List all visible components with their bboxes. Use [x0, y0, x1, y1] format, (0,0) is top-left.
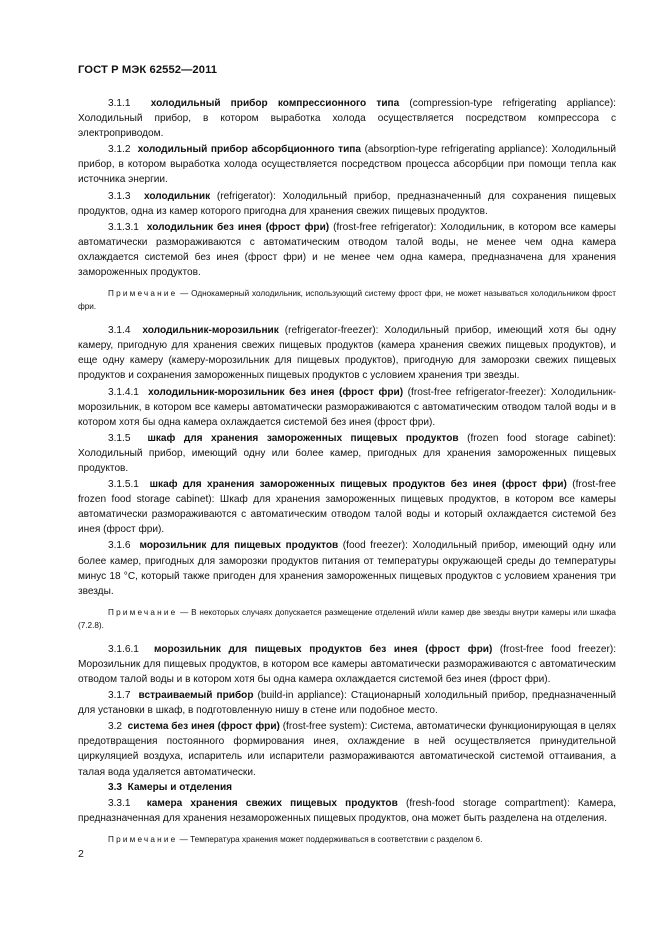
clause-term: холодильник без инея (фрост фри): [146, 221, 330, 233]
clause-term: камера хранения свежих пищевых продуктов: [146, 797, 398, 809]
clause-text: (refrigerator-freezer): Холодильный прибор, имеющий хотя бы одну камеру, пригодную для хранения свежих пищевых продуктов (камера хранения свежих пищевых продуктов), и еще одну камеру (камеру-морозильник для пищевых продуктов), пригодную для заморозки свежих пищевых продуктов и сохранения замороженных пищевых продуктов с условием хранения три звезды.: [78, 325, 617, 382]
clause-text: (frost-free refrigerator): Холодильник, в котором все камеры автоматически размораживаются с автоматическим отводом талой воды, не менее чем одна камера охлаждается системой без инея (фрост фри) и не менее чем одна камера, предназначена для хранения замороженных продуктов.: [78, 221, 616, 279]
clause-text: (absorption-type refrigerating appliance): Холодильный прибор, в котором выработка холода осуществляется посредством процесса абсорбции при помощи тепла как источника энергии.: [78, 144, 616, 186]
page-number: 2: [78, 848, 84, 860]
clause-text: (frost-free system): Система, автоматически функционирующая в целях предотвращения постоянного формирования инея, охлаждение в ней осуществляется принудительной циркуляцией воздуха, испаритель или испарители размораживаются автоматической системой оттаивания, а талая вода удаляется автоматически.: [78, 721, 616, 778]
clause-term: холодильный прибор компрессионного типа: [150, 98, 400, 109]
clause-3-1-5: [78, 431, 616, 476]
clause-text: (refrigerator): Холодильный прибор, предназначенный для сохранения пищевых продуктов, одна из камер которого пригодна для хранения свежих пищевых продуктов.: [78, 190, 617, 217]
clause-number: 3.1.3: [108, 190, 131, 202]
clause-number: 3.1.3.1: [108, 221, 139, 233]
note-text: — Температура хранения может поддерживаться в соответствии с разделом 6.: [177, 834, 483, 844]
clause-term: шкаф для хранения замороженных пищевых продуктов: [147, 432, 459, 444]
clause-3-1-6-1: [78, 642, 616, 687]
clause-term: встраиваемый прибор: [138, 690, 254, 702]
clause-number: 3.1.1: [108, 98, 131, 109]
clause-3-1-5-1: [78, 477, 616, 537]
clause-term: морозильник для пищевых продуктов без инея (фрост фри): [154, 643, 493, 655]
note-1: [78, 287, 616, 313]
note-2: [78, 606, 616, 632]
clause-number: 3.1.5: [108, 432, 131, 444]
clause-text: (frost-free frozen food storage cabinet): Шкаф для хранения замороженных пищевых продуктов, в котором все камеры автоматически размораживаются с автоматическим отводом талой воды и который охлаждается системой без инея (фрост фри).: [78, 479, 616, 536]
note-label: Примечание: [108, 607, 178, 617]
clause-text: (frost-free food freezer): Морозильник для пищевых продуктов, в котором все камеры автоматически размораживаются с автоматическим отводом талой воды и в котором хотя бы одна камера охлаждается системой без инея (фрост фри).: [78, 643, 617, 685]
clause-3-1-3: [78, 189, 616, 219]
clause-text: (frozen food storage cabinet): Холодильный прибор, имеющий одну или более камер, пригодных для хранения замороженных пищевых продуктов.: [78, 432, 616, 474]
clause-term: холодильник-морозильник: [142, 325, 279, 337]
clause-term: шкаф для хранения замороженных пищевых продуктов без инея (фрост фри): [149, 479, 567, 491]
clause-text: (food freezer): Холодильный прибор, имеющий одну или более камер, пригодных для заморозки продуктов питания от температуры окружающей среды до температуры минус 18 °С, который также пригоден для хранения замороженных пищевых продуктов с условием хранения три звезды.: [78, 540, 617, 597]
clause-3-1-4: [78, 323, 616, 383]
document-body: [78, 96, 616, 856]
note-text: — В некоторых случаях допускается размещение отделений и/или камер две звезды внутри камеры или шкафа (7.2.8).: [78, 607, 616, 630]
clause-3-1-2: [78, 142, 616, 187]
clause-number: 3.1.7: [108, 690, 131, 702]
note-text: — Однокамерный холодильник, использующий систему фрост фри, не может называться холодильником фрост фри.: [78, 289, 616, 312]
clause-number: 3.1.4: [108, 325, 131, 337]
clause-term: морозильник для пищевых продуктов: [139, 540, 339, 552]
clause-text: (compression-type refrigerating appliance): Холодильный прибор, в котором выработка холода осуществляется посредством компрессора с электроприводом.: [78, 98, 616, 140]
clause-term: система без инея (фрост фри): [127, 721, 280, 733]
clause-term: холодильник: [143, 190, 211, 202]
clause-3-1-6: [78, 538, 616, 598]
note-label: Примечание: [108, 289, 178, 299]
clause-3-1-1: [78, 96, 616, 141]
clause-text: (fresh-food storage compartment): Камера, предназначенная для хранения незамороженных пищевых продуктов, она может быть разделена на отделения.: [78, 797, 616, 824]
clause-number: 3.2: [108, 721, 123, 733]
section-heading-3-3: [78, 780, 616, 795]
clause-number: 3.1.4.1: [108, 386, 139, 398]
clause-text: (frost-free refrigerator-freezer): Холодильник-морозильник, в котором все камеры автоматически размораживаются с автоматическим отводом талой воды и в котором хотя бы одна камера охлаждается системой без инея (фрост фри).: [78, 386, 616, 428]
clause-term: холодильник-морозильник без инея (фрост фри): [148, 386, 404, 398]
document-header: ГОСТ Р МЭК 62552—2011: [78, 64, 218, 76]
note-3: [78, 833, 616, 846]
clause-3-3-1: [78, 796, 616, 826]
clause-number: 3.1.6: [108, 540, 131, 552]
clause-number: 3.1.6.1: [108, 643, 139, 655]
note-label: Примечание: [108, 834, 178, 844]
clause-number: 3.3.1: [108, 797, 131, 809]
section-number: 3.3: [108, 781, 123, 793]
clause-number: 3.1.2: [108, 144, 131, 156]
clause-text: (build-in appliance): Стационарный холодильный прибор, предназначенный для установки в шкаф, в подготовленную нишу в стене или подобное место.: [78, 690, 616, 717]
clause-3-2: [78, 719, 616, 779]
clause-3-1-4-1: [78, 385, 616, 430]
clause-term: холодильный прибор абсорбционного типа: [137, 144, 361, 156]
clause-3-1-3-1: [78, 220, 616, 280]
section-title: Камеры и отделения: [127, 781, 233, 793]
clause-number: 3.1.5.1: [108, 479, 139, 491]
clause-3-1-7: [78, 688, 616, 718]
